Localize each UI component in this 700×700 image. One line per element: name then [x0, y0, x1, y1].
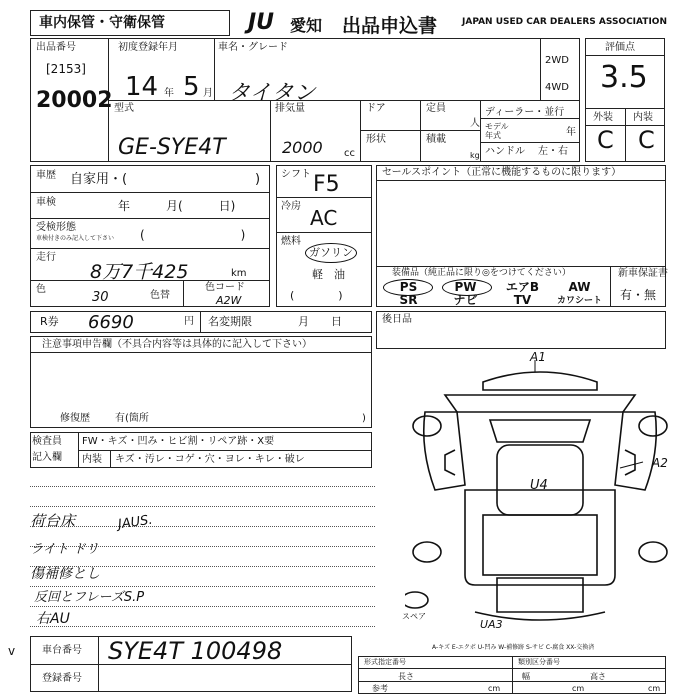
- handle-options: 左・右: [538, 146, 568, 157]
- sales-label: セールスポイント（正常に機能するものに限ります）: [382, 167, 622, 178]
- width-unit: cm: [572, 684, 585, 693]
- warranty-value: 有・無: [620, 288, 657, 302]
- hw-note-5: 反回とフレーズS.P: [34, 590, 145, 605]
- equipment-item: AW: [568, 279, 591, 294]
- ext-value: C: [597, 126, 614, 154]
- note-line: [30, 626, 375, 627]
- fuel-gasoline: ガソリン: [309, 246, 353, 259]
- disp-label: 排気量: [275, 103, 305, 114]
- cooler-value: AC: [310, 206, 338, 230]
- shift-value: F5: [313, 172, 340, 197]
- reg-number-label: 登録番号: [42, 673, 82, 684]
- length-label: 長さ: [398, 672, 414, 681]
- name-label: 車名・グレード: [218, 42, 288, 53]
- recycle-unit: 円: [184, 316, 194, 327]
- fuel-paren: ( ): [290, 289, 343, 302]
- storage-box: [30, 10, 230, 36]
- equipment-label: 装備品（純正品に限り◎をつけてください）: [392, 268, 571, 278]
- mileage-unit: km: [231, 268, 247, 279]
- disp-value: 2000: [282, 138, 323, 157]
- equipment-item: SR: [399, 292, 418, 307]
- lot-label: 出品番号: [36, 42, 76, 53]
- damage-u4: U4: [530, 478, 548, 493]
- height-label: 高さ: [590, 672, 606, 681]
- recycle-label: R券: [40, 315, 59, 328]
- equipment-item: PW: [454, 279, 477, 294]
- repair-label: 修復歴: [60, 413, 90, 424]
- inspector-row1: FW・キズ・凹み・ヒビ割・リペア跡・X要: [82, 436, 275, 447]
- height-unit: cm: [648, 684, 661, 693]
- model-label: 型式: [114, 103, 134, 114]
- acceptance-sub: 車検付きのみ記入して下さい: [36, 235, 115, 242]
- cc-label: cc: [344, 148, 355, 159]
- inspection-fields: 年 月( 日): [118, 199, 236, 213]
- year-unit: 年: [566, 127, 576, 138]
- inspector-row2: キズ・汚レ・コゲ・穴・ヨレ・キレ・破レ: [115, 454, 305, 465]
- class-no-label: 類別区分番号: [518, 658, 560, 666]
- cap-unit: 人: [470, 118, 480, 129]
- shift-label: シフト: [281, 169, 311, 180]
- equipment-item: TV: [513, 292, 532, 307]
- note-line: [30, 506, 375, 507]
- inspector-label-2: 記入欄: [32, 452, 62, 463]
- color-code-value: A2W: [216, 294, 242, 307]
- ps-circle: [383, 279, 433, 296]
- damage-legend: A-キズ E-エクボ U-凹み W-補修跡 S-サビ C-腐食 XX-交換済: [432, 644, 595, 651]
- hw-note-6: 右AU: [36, 611, 70, 627]
- rear-frame: [376, 311, 666, 349]
- dealer-label: ディーラー・並行: [485, 107, 565, 118]
- equipment-item: ナビ: [453, 293, 478, 307]
- damage-ua3: UA3: [480, 618, 503, 631]
- ju-logo: JU: [248, 10, 275, 35]
- inspector-row2-label: 内装: [82, 454, 102, 465]
- chassis-value: SYE4T 100498: [108, 637, 283, 665]
- storage-text: 車内保管・守衛保管: [39, 15, 165, 31]
- color-code-label: 色コード: [205, 282, 245, 293]
- type-no-label: 形式指定番号: [364, 658, 406, 666]
- mileage-value: 8万7千425: [90, 261, 189, 283]
- drive-2wd: 2WD: [545, 55, 569, 66]
- reg-year: 14: [125, 72, 159, 102]
- hw-note-3: ライト ドリ: [30, 542, 99, 557]
- notes-label: 注意事項申告欄（不具合内容等は具体的に記入して下さい）: [42, 339, 312, 350]
- fuel-label: 燃料: [281, 236, 301, 247]
- score-label: 評価点: [605, 42, 635, 53]
- tsuki-label: 月: [203, 88, 213, 99]
- inspection-label: 車検: [36, 197, 56, 208]
- equipment-item: エアB: [505, 280, 540, 294]
- history-label: 車歴: [36, 170, 56, 181]
- aichi-text: 愛知: [290, 16, 323, 35]
- load-unit: kg: [470, 151, 480, 160]
- pw-circle: [442, 279, 492, 296]
- door-label: ドア: [366, 103, 386, 114]
- acceptance-label: 受検形態: [36, 222, 76, 233]
- name-value: タイタン: [228, 81, 316, 106]
- shape-label: 形状: [366, 134, 386, 145]
- spare-label: スペア: [402, 612, 426, 621]
- cap-label: 定員: [426, 103, 446, 114]
- score-value: 3.5: [600, 60, 648, 95]
- damage-a1: A1: [530, 350, 546, 364]
- lot-number: 20002: [36, 88, 113, 113]
- handle-label: ハンドル: [485, 146, 525, 157]
- drive-4wd: 4WD: [545, 82, 569, 93]
- lot-small: [2153]: [46, 62, 86, 76]
- equipment-item: PS: [399, 279, 418, 294]
- mileage-label: 走行: [36, 252, 56, 263]
- repair-close: ): [362, 413, 366, 424]
- history-close: ): [255, 172, 261, 187]
- deadline-fields: 月 日: [298, 315, 342, 328]
- reg-label: 初度登録年月: [118, 42, 178, 53]
- hw-note-4: 傷補修とし: [30, 566, 100, 582]
- hw-note-1: 荷台床: [30, 512, 76, 530]
- history-value: 自家用・(: [70, 172, 128, 187]
- nen-label: 年: [164, 88, 174, 99]
- acceptance-fields: ( ): [140, 228, 246, 242]
- fuel-diesel: 軽 油: [312, 268, 345, 281]
- equipment-item: カワシート: [556, 296, 602, 306]
- margin-mark: v: [8, 644, 16, 658]
- note-line: [30, 486, 375, 487]
- length-unit: cm: [488, 684, 501, 693]
- color-value: 30: [92, 290, 109, 305]
- car-diagram: [405, 350, 675, 640]
- model-year-label: モデル 年式: [485, 122, 509, 140]
- deadline-label: 名変期限: [208, 315, 252, 328]
- damage-a2: A2: [652, 456, 668, 470]
- note-line: [30, 606, 375, 607]
- rear-label: 後日品: [382, 314, 412, 325]
- association-name: JAPAN USED CAR DEALERS ASSOCIATION: [462, 17, 667, 27]
- int-value: C: [638, 126, 655, 154]
- inspector-label-1: 検査員: [32, 436, 62, 447]
- recycle-value: 6690: [88, 312, 134, 333]
- hw-note-2: JAUS.: [117, 512, 154, 533]
- load-label: 積載: [426, 134, 446, 145]
- chassis-label: 車台番号: [42, 645, 82, 656]
- repair-value: 有(箇所: [115, 413, 149, 424]
- reg-month: 5: [183, 72, 200, 102]
- int-label: 内装: [633, 112, 653, 123]
- ref-label-1: 参考: [372, 684, 388, 693]
- color-label: 色: [36, 284, 46, 295]
- width-label: 幅: [522, 672, 530, 681]
- form-title: 出品申込書: [342, 15, 438, 37]
- ext-label: 外装: [593, 112, 613, 123]
- warranty-label: 新車保証書: [618, 268, 668, 279]
- cooler-label: 冷房: [281, 201, 301, 212]
- model-value: GE-SYE4T: [118, 135, 226, 160]
- note-line: [30, 526, 375, 527]
- color-change-label: 色替: [150, 290, 170, 301]
